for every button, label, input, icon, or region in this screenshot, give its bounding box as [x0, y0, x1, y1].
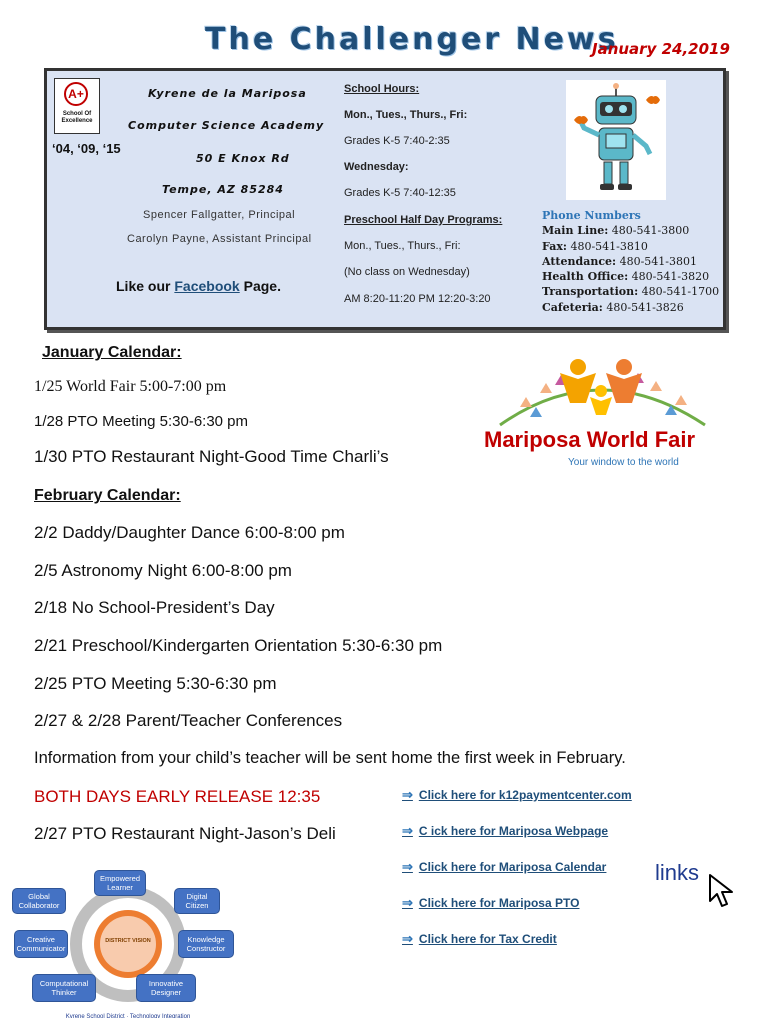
world-fair-logo — [480, 355, 720, 470]
node-knowledge-constructor: Knowledge Constructor — [178, 930, 234, 958]
arrow-right-icon: ⇒ — [402, 931, 413, 946]
february-event: 2/2 Daddy/Daughter Dance 6:00-8:00 pm — [34, 523, 345, 542]
preschool-times: AM 8:20-11:20 PM 12:20-3:20 — [344, 293, 491, 305]
february-event: 2/27 & 2/28 Parent/Teacher Conferences — [34, 711, 343, 730]
phone-health: Health Office: 480-541-3820 — [542, 270, 710, 284]
mouse-cursor-icon — [708, 873, 744, 909]
school-subtitle: Computer Science Academy — [128, 119, 325, 132]
early-release-notice: BOTH DAYS EARLY RELEASE 12:35 — [34, 787, 321, 806]
world-fair-name: Mariposa World Fair — [484, 427, 696, 452]
january-event: 1/30 PTO Restaurant Night-Good Time Charli’s — [34, 447, 389, 466]
node-computational-thinker: Computational Thinker — [32, 974, 96, 1002]
preschool-note: (No class on Wednesday) — [344, 266, 470, 278]
phone-cafeteria: Cafeteria: 480-541-3826 — [542, 300, 684, 314]
diagram-center-label: DISTRICT VISION — [105, 938, 151, 944]
principal: Spencer Fallgatter, Principal — [143, 209, 296, 221]
hours-days-2: Wednesday: — [344, 161, 409, 173]
newsletter-date: January 24,2019 — [592, 40, 730, 58]
a-plus-icon: A+ — [64, 82, 88, 106]
node-digital-citizen: Digital Citizen — [174, 888, 220, 914]
school-of-excellence-badge — [54, 78, 100, 134]
arrow-right-icon: ⇒ — [402, 859, 413, 874]
badge-label: School Of Excellence — [61, 111, 93, 124]
assistant-principal: Carolyn Payne, Assistant Principal — [127, 233, 312, 245]
node-creative-communicator: Creative Communicator — [14, 930, 68, 958]
phone-heading: Phone Numbers — [542, 209, 641, 222]
phone-main: Main Line: 480-541-3800 — [542, 224, 690, 238]
phone-transportation: Transportation: 480-541-1700 — [542, 285, 720, 299]
january-event: 1/28 PTO Meeting 5:30-6:30 pm — [34, 413, 249, 430]
teacher-info: Information from your child’s teacher will be sent home the first week in February. — [34, 749, 626, 767]
link-mariposa-pto[interactable]: ⇒ Click here for Mariposa PTO — [402, 895, 580, 910]
world-fair-tagline: Your window to the world — [568, 457, 679, 468]
january-heading: January Calendar: — [42, 344, 182, 361]
facebook-suffix: Page. — [239, 278, 281, 294]
facebook-link[interactable]: Facebook — [174, 278, 240, 294]
link-tax-credit[interactable]: ⇒ Click here for Tax Credit — [402, 931, 557, 946]
school-city: Tempe, AZ 85284 — [162, 183, 284, 196]
hours-grades-1: Grades K-5 7:40-2:35 — [344, 135, 450, 147]
node-global-collaborator: Global Collaborator — [12, 888, 66, 914]
february-event: 2/27 PTO Restaurant Night-Jason’s Deli — [34, 824, 336, 843]
diagram-ring-label: Kyrene School District · Technology Integration — [65, 1014, 191, 1018]
node-innovative-designer: Innovative Designer — [136, 974, 196, 1002]
newsletter-title: The Challenger News — [205, 22, 619, 57]
technology-integration-diagram — [10, 868, 240, 1018]
phone-numbers — [542, 208, 719, 315]
links-label: links — [655, 860, 700, 885]
link-mariposa-webpage[interactable]: ⇒ C ick here for Mariposa Webpage — [402, 823, 609, 838]
facebook-line — [116, 278, 281, 294]
hours-grades-2: Grades K-5 7:40-12:35 — [344, 187, 456, 199]
arrow-right-icon: ⇒ — [402, 895, 413, 910]
february-event: 2/21 Preschool/Kindergarten Orientation 5:30-6:30 pm — [34, 636, 443, 655]
link-k12paymentcenter[interactable]: ⇒ Click here for k12paymentcenter.com — [402, 787, 632, 802]
school-hours-heading: School Hours: — [344, 83, 420, 95]
preschool-days: Mon., Tues., Thurs., Fri: — [344, 240, 461, 252]
phone-attendance: Attendance: 480-541-3801 — [542, 254, 697, 268]
robot-icon — [566, 80, 666, 200]
facebook-prefix: Like our — [116, 278, 175, 294]
hours-days-1: Mon., Tues., Thurs., Fri: — [344, 109, 468, 121]
february-event: 2/5 Astronomy Night 6:00-8:00 pm — [34, 561, 292, 580]
school-address: 50 E Knox Rd — [196, 152, 290, 165]
phone-fax: Fax: 480-541-3810 — [542, 239, 648, 253]
january-event: 1/25 World Fair 5:00-7:00 pm — [34, 378, 227, 395]
february-event: 2/18 No School-President’s Day — [34, 598, 275, 617]
february-heading: February Calendar: — [34, 487, 181, 504]
node-empowered-learner: Empowered Learner — [94, 870, 146, 896]
arrow-right-icon: ⇒ — [402, 823, 413, 838]
february-event: 2/25 PTO Meeting 5:30-6:30 pm — [34, 674, 277, 693]
award-years: ‘04, ‘09, ‘15 — [52, 141, 121, 156]
link-mariposa-calendar[interactable]: ⇒ Click here for Mariposa Calendar — [402, 859, 607, 874]
arrow-right-icon: ⇒ — [402, 787, 413, 802]
preschool-heading: Preschool Half Day Programs: — [344, 214, 503, 226]
school-name: Kyrene de la Mariposa — [148, 87, 307, 100]
